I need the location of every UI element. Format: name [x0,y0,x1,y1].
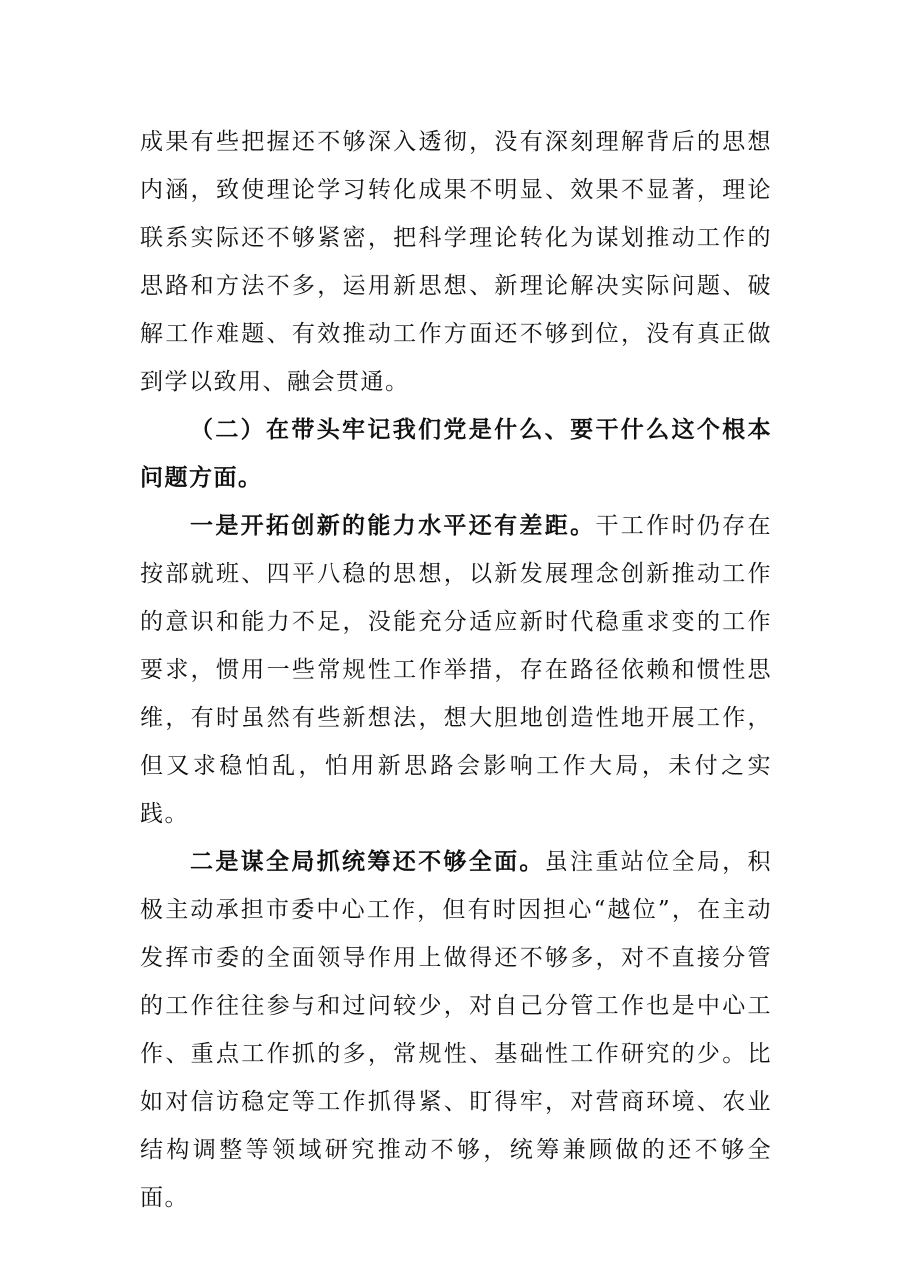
section-heading-text: （二）在带头牢记我们党是什么、要干什么这个根本问题方面。 [140,417,772,491]
paragraph-lead: 一是开拓创新的能力水平还有差距。 [190,513,596,539]
paragraph-text: 虽注重站位全局，积极主动承担市委中心工作，但有时因担心“越位”，在主动发挥市委的全面领导作用上做得还不够多，对不直接分管的工作往往参与和过问较少，对自己分管工作也是中心工作、重点工作抓的多，常规性、基础性工作研究的少。比如对信访稳定等工作抓得紧、盯得牢，对营商环境、农业结构调整等领域研究推动不够，统筹兼顾做的还不够全面。 [140,849,773,1211]
paragraph-text: 干工作时仍存在按部就班、四平八稳的思想，以新发展理念创新推动工作的意识和能力不足，没能充分适应新时代稳重求变的工作要求，惯用一些常规性工作举措，存在路径依赖和惯性思维，有时虽然有些新想法，想大胆地创造性地开展工作，但又求稳怕乱，怕用新思路会影响工作大局，未付之实践。 [140,513,773,827]
body-paragraph [140,118,772,406]
paragraph-lead: 二是谋全局抓统筹还不够全面。 [190,849,545,875]
paragraph-text: 成果有些把握还不够深入透彻，没有深刻理解背后的思想内涵，致使理论学习转化成果不明显、效果不显著，理论联系实际还不够紧密，把科学理论转化为谋划推动工作的思路和方法不多，运用新思想、新理论解决实际问题、破解工作难题、有效推动工作方面还不够到位，没有真正做到学以致用、融会贯通。 [140,129,772,395]
section-heading [140,406,772,502]
body-paragraph [140,838,772,1222]
body-paragraph [140,502,772,838]
